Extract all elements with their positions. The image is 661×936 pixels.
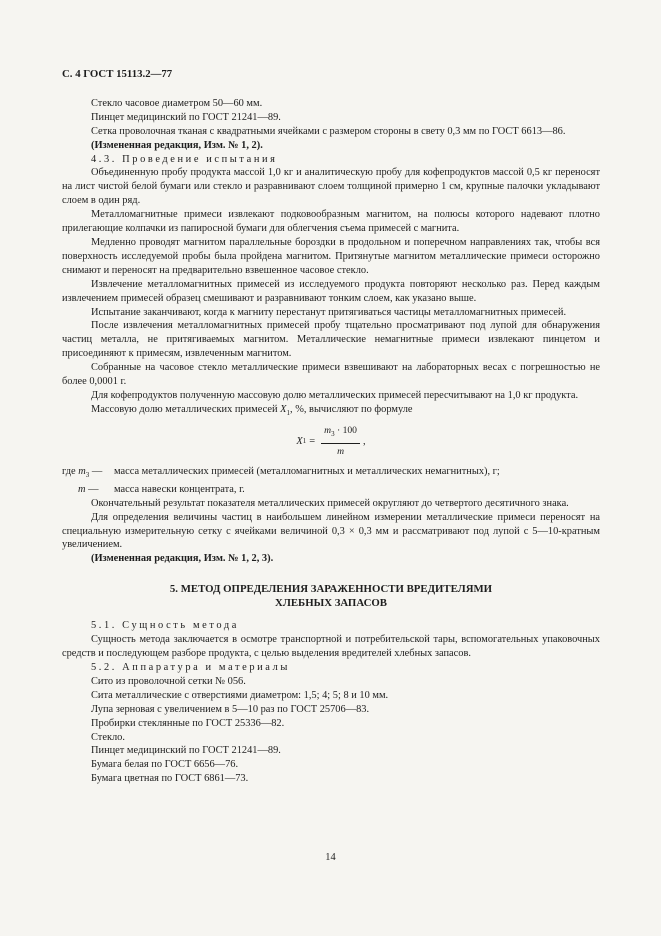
subsection-heading: 4.3. Проведение испытания — [91, 153, 278, 165]
formula-numerator: $m_3 \cdot 100$ — [321, 424, 360, 444]
formula-intro: Массовую долю металлических примесей $X_1$, %, вычисляют по формуле — [91, 403, 413, 417]
paragraph: Сетка проволочная тканая с квадратными ячейками с размером стороны в свету 0,3 мм по ГОСТ 6613—86. — [91, 125, 566, 137]
paragraph: Для определения величины частиц в наибольшем линейном измерении металлические примеси переносят на специальную измерительную сетку с ячейками величиной 0,3 × 0,3 мм и рассматривают под лупой с 5—10-кратным увеличением. — [62, 511, 600, 551]
subsection-heading: 5.1. Сущность метода — [91, 620, 239, 632]
list-item: Стекло. — [91, 731, 125, 743]
list-item: Пробирки стеклянные по ГОСТ 25336—82. — [91, 717, 285, 729]
list-item: Сита металлические с отверстиями диаметром: 1,5; 4; 5; 8 и 10 мм. — [91, 689, 389, 701]
paragraph: Объединенную пробу продукта массой 1,0 кг и аналитическую пробу для кофепродуктов массой 0,5 кг переносят на лист чистой белой бумаги или стекло и разравнивают слоем толщиной примерно 1 см, крупные палочки укладывают слоем в один ряд. — [62, 167, 600, 207]
formula-denominator: m — [337, 446, 345, 458]
paragraph: Собранные на часовое стекло металлические примеси взвешивают на лабораторных весах с погрешностью не более 0,0001 г. — [62, 362, 600, 388]
paragraph: Сущность метода заключается в осмотре транспортной и потребительской тары, вспомогательных упаковочных средств и последующем разборе продукта, с целью выделения вредителей хлебных запасов. — [62, 634, 600, 660]
paragraph: Испытание заканчивают, когда к магниту перестанут притягиваться частицы металломагнитных примесей. — [91, 306, 567, 318]
list-item: Бумага белая по ГОСТ 6656—76. — [91, 759, 239, 771]
definition-item: где $m_3$ — масса металлических примесей (металломагнитных и металлических немагнитных), г; — [62, 465, 500, 479]
formula-lhs: X — [296, 435, 303, 447]
paragraph: Стекло часовое диаметром 50—60 мм. — [91, 97, 263, 109]
definition-item: m — масса навески концентрата, г. — [78, 483, 245, 495]
revision-note: (Измененная редакция, Изм. № 1, 2, 3). — [91, 553, 274, 565]
subsection-heading: 5.2. Аппаратура и материалы — [91, 661, 290, 673]
revision-note: (Измененная редакция, Изм. № 1, 2). — [91, 139, 263, 151]
formula-fraction — [321, 424, 360, 459]
definition-list — [62, 465, 600, 497]
paragraph: Окончательный результат показателя металлических примесей округляют до четвертого десятичного знака. — [91, 497, 569, 509]
page-header: С. 4 ГОСТ 15113.2—77 — [62, 68, 173, 80]
paragraph: Для кофепродуктов полученную массовую долю металлических примесей пересчитывают на 1,0 кг продукта. — [91, 389, 579, 401]
list-item: Пинцет медицинский по ГОСТ 21241—89. — [91, 745, 281, 757]
list-item: Сито из проволочной сетки № 056. — [91, 675, 246, 687]
list-item: Бумага цветная по ГОСТ 6861—73. — [91, 773, 249, 785]
list-item: Лупа зерновая с увеличением в 5—10 раз по ГОСТ 25706—83. — [91, 703, 370, 715]
document-page — [62, 68, 600, 786]
page-number: 14 — [325, 852, 336, 863]
paragraph: Медленно проводят магнитом параллельные бороздки в продольном и поперечном направлениях так, чтобы вся поверхность исследуемой пробы была пройдена магнитом. Притянутые магнитом металлические примеси осторожно снимают и переносят на предварительно взвешенное часовое стекло. — [62, 236, 600, 276]
paragraph: Металломагнитные примеси извлекают подковообразным магнитом, на полюсы которого надевают плотно прилегающие колпачки из папиросной бумаги для облегчения съема примесей с магнита. — [62, 209, 600, 235]
paragraph: Извлечение металломагнитных примесей из исследуемого продукта повторяют несколько раз. Перед каждым извлечением примесей образец смешивают и разравнивают тонким слоем, как указано выше. — [62, 278, 600, 304]
paragraph: После извлечения металломагнитных примесей пробу тщательно просматривают под лупой для обнаружения частиц металла, не притягиваемых магнитом. Металлические немагнитные примеси извлекают пинцетом и присоединяют к примесям, извлеченным магнитом. — [62, 320, 600, 360]
section-title: 5. МЕТОД ОПРЕДЕЛЕНИЯ ЗАРАЖЕННОСТИ ВРЕДИТЕЛЯМИ ХЛЕБНЫХ ЗАПАСОВ — [169, 583, 493, 610]
paragraph: Пинцет медицинский по ГОСТ 21241—89. — [91, 111, 281, 123]
formula: X 1 = $\frac{m_3 \cdot 100}{m}$ , — [296, 425, 366, 458]
